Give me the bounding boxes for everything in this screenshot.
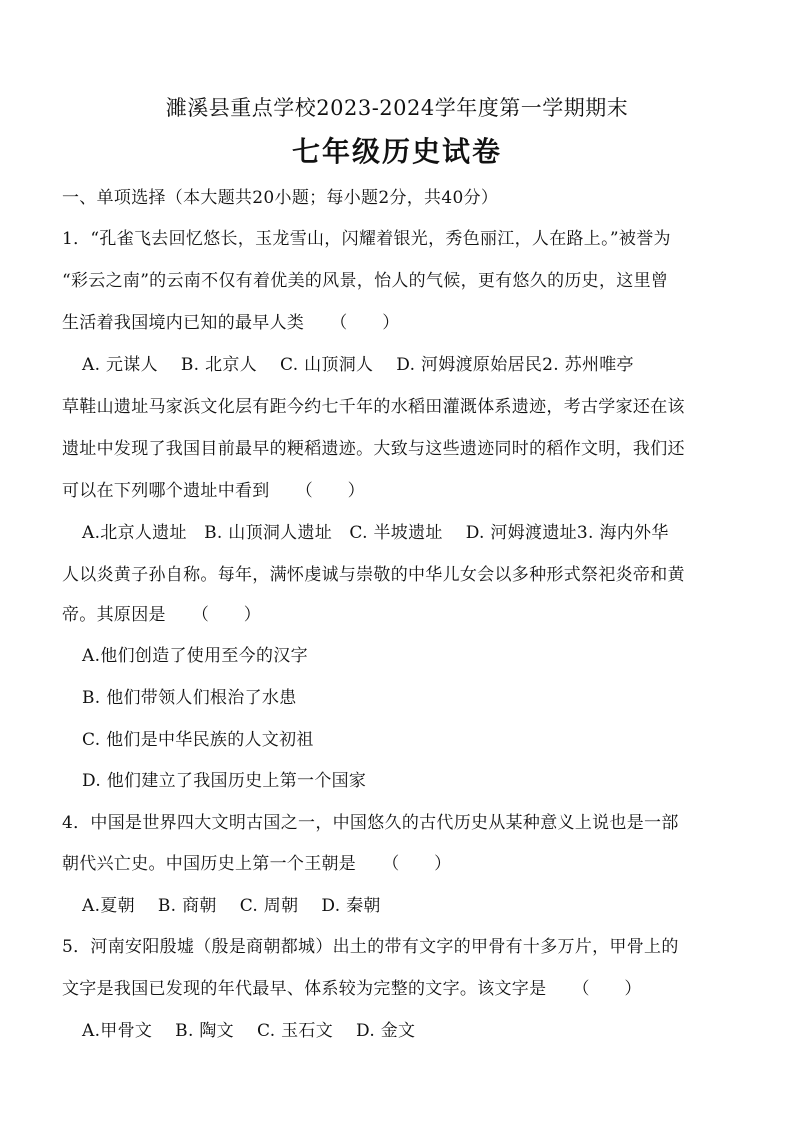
- question-3-option-c: C. 他们是中华民族的人文初祖: [82, 730, 314, 750]
- question-3-option-a: A.他们创造了使用至今的汉字: [82, 646, 308, 666]
- question-3-line-2: 帝。其原因是 （ ）: [62, 605, 262, 625]
- question-1-line-3: 生活着我国境内已知的最早人类 （ ）: [62, 313, 400, 333]
- section-heading: 一、单项选择（本大题共20小题；每小题2分，共40分）: [62, 188, 499, 208]
- question-2-line-3: 可以在下列哪个遗址中看到 （ ）: [62, 481, 365, 501]
- exam-title-school: 濉溪县重点学校2023-2024学年度第一学期期末: [165, 96, 629, 120]
- question-1-options: A. 元谋人 B. 北京人 C. 山顶洞人 D. 河姆渡原始居民2. 苏州唯亭: [82, 355, 634, 375]
- question-1-line-2: “彩云之南”的云南不仅有着优美的风景，怡人的气候，更有悠久的历史，这里曾: [62, 271, 669, 291]
- question-2-line-2: 遗址中发现了我国目前最早的粳稻遗迹。大致与这些遗迹同时的稻作文明，我们还: [62, 439, 685, 459]
- question-3-line-1: 人以炎黄子孙自称。每年，满怀虔诚与崇敬的中华儿女会以多种形式祭祀炎帝和黄: [62, 565, 685, 585]
- question-3-option-d: D. 他们建立了我国历史上第一个国家: [82, 771, 367, 791]
- question-4-line-2: 朝代兴亡史。中国历史上第一个王朝是 （ ）: [62, 854, 452, 874]
- question-5-line-2: 文字是我国已发现的年代最早、体系较为完整的文字。该文字是 （ ）: [62, 979, 642, 999]
- question-2-options: A.北京人遗址 B. 山顶洞人遗址 C. 半坡遗址 D. 河姆渡遗址3. 海内外华: [82, 523, 669, 543]
- question-3-option-b: B. 他们带领人们根治了水患: [82, 688, 297, 708]
- question-5-options: A.甲骨文 B. 陶文 C. 玉石文 D. 金文: [82, 1021, 416, 1041]
- question-4-options: A.夏朝 B. 商朝 C. 周朝 D. 秦朝: [82, 896, 381, 916]
- question-2-line-1: 草鞋山遗址马家浜文化层有距今约七千年的水稻田灌溉体系遗迹，考古学家还在该: [62, 397, 685, 417]
- question-5-line-1: 5．河南安阳殷墟（殷是商朝都城）出土的带有文字的甲骨有十多万片，甲骨上的: [62, 937, 679, 957]
- exam-title-subject: 七年级历史试卷: [291, 135, 502, 168]
- question-4-line-1: 4．中国是世界四大文明古国之一，中国悠久的古代历史从某种意义上说也是一部: [62, 813, 679, 833]
- question-1-line-1: 1．“孔雀飞去回忆悠长，玉龙雪山，闪耀着银光，秀色丽江，人在路上。”被誉为: [62, 229, 671, 249]
